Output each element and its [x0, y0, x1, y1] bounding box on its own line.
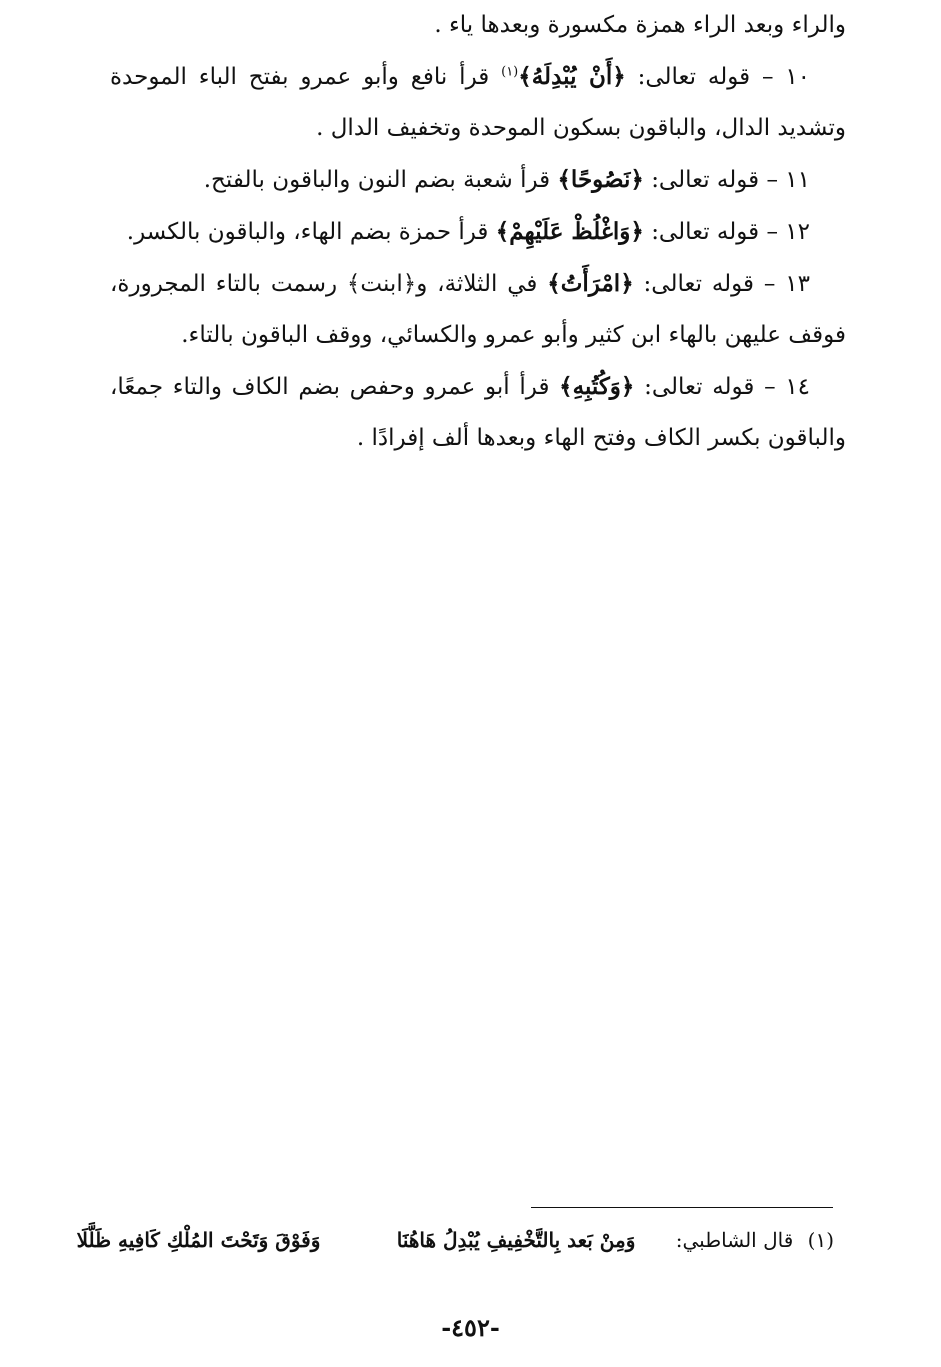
main-text	[110, 0, 846, 464]
verse-first-hemistich: وَمِنْ بَعد بِالتَّخْفِيفِ يُبْدِلُ هَاهُنَا	[396, 1228, 636, 1252]
item-text: قرأ نافع وأبو عمرو بفتح الباء الموحدة وتشديد الدال، والباقون بسكون الموحدة وتخفيف الدال .	[110, 64, 846, 141]
item-number: ١٠	[785, 64, 811, 90]
quran-word: ﴿امْرَأَتُ﴾	[547, 270, 634, 297]
item-number: ١١	[785, 167, 810, 193]
item-dash: –	[763, 271, 776, 297]
page-number: -٤٥٢-	[441, 1313, 500, 1342]
quran-word: ﴿أَنْ يُبْدِلَهُ﴾	[518, 63, 626, 90]
footnote-number: (١)	[807, 1228, 834, 1252]
paragraph-continuation: والراء وبعد الراء همزة مكسورة وبعدها ياء .	[434, 12, 846, 38]
item-number: ١٣	[785, 271, 810, 297]
item-dash: –	[766, 167, 778, 193]
item-number: ١٢	[785, 219, 810, 245]
item-11	[110, 154, 846, 206]
item-12	[110, 206, 846, 258]
item-text: قرأ أبو عمرو وحفص بضم الكاف والتاء جمعًا، والباقون بكسر الكاف وفتح الهاء وبعدها ألف إفرادًا .	[110, 374, 846, 451]
item-number: ١٤	[785, 374, 811, 400]
item-prefix: قوله تعالى:	[637, 64, 751, 90]
footnote-ref[interactable]: (١)	[501, 64, 519, 80]
item-10	[110, 51, 846, 154]
quran-word: ﴿وَكُتُبِهِ﴾	[559, 373, 635, 400]
item-prefix: قوله تعالى:	[651, 167, 760, 193]
item-text: قرأ شعبة بضم النون والباقون بالفتح.	[203, 167, 551, 193]
item-14	[110, 361, 846, 464]
verse-second-hemistich: وَفَوْقَ وَتَحْتَ المُلْكِ كَافِيهِ ظَلَّلَا	[76, 1228, 321, 1252]
item-text: قرأ حمزة بضم الهاء، والباقون بالكسر.	[126, 219, 489, 245]
quran-word: ﴿وَاغْلُظْ عَلَيْهِمْ﴾	[495, 218, 644, 245]
item-prefix: قوله تعالى:	[651, 219, 760, 245]
item-prefix: قوله تعالى:	[643, 271, 755, 297]
footnote-label: قال الشاطبي:	[675, 1228, 794, 1252]
item-prefix: قوله تعالى:	[644, 374, 755, 400]
footnote-divider	[531, 1207, 833, 1208]
item-dash: –	[766, 219, 778, 245]
item-13	[110, 258, 846, 361]
item-text: في الثلاثة، و﴿ابنت﴾ رسمت بالتاء المجرورة، فوقف عليهن بالهاء ابن كثير وأبو عمرو والكسائي، ووقف الباقون بالتاء.	[110, 271, 846, 348]
item-dash: –	[764, 374, 776, 400]
item-dash: –	[761, 64, 774, 90]
footnote	[76, 1220, 834, 1260]
quran-word: ﴿نَصُوحًا﴾	[557, 166, 644, 193]
